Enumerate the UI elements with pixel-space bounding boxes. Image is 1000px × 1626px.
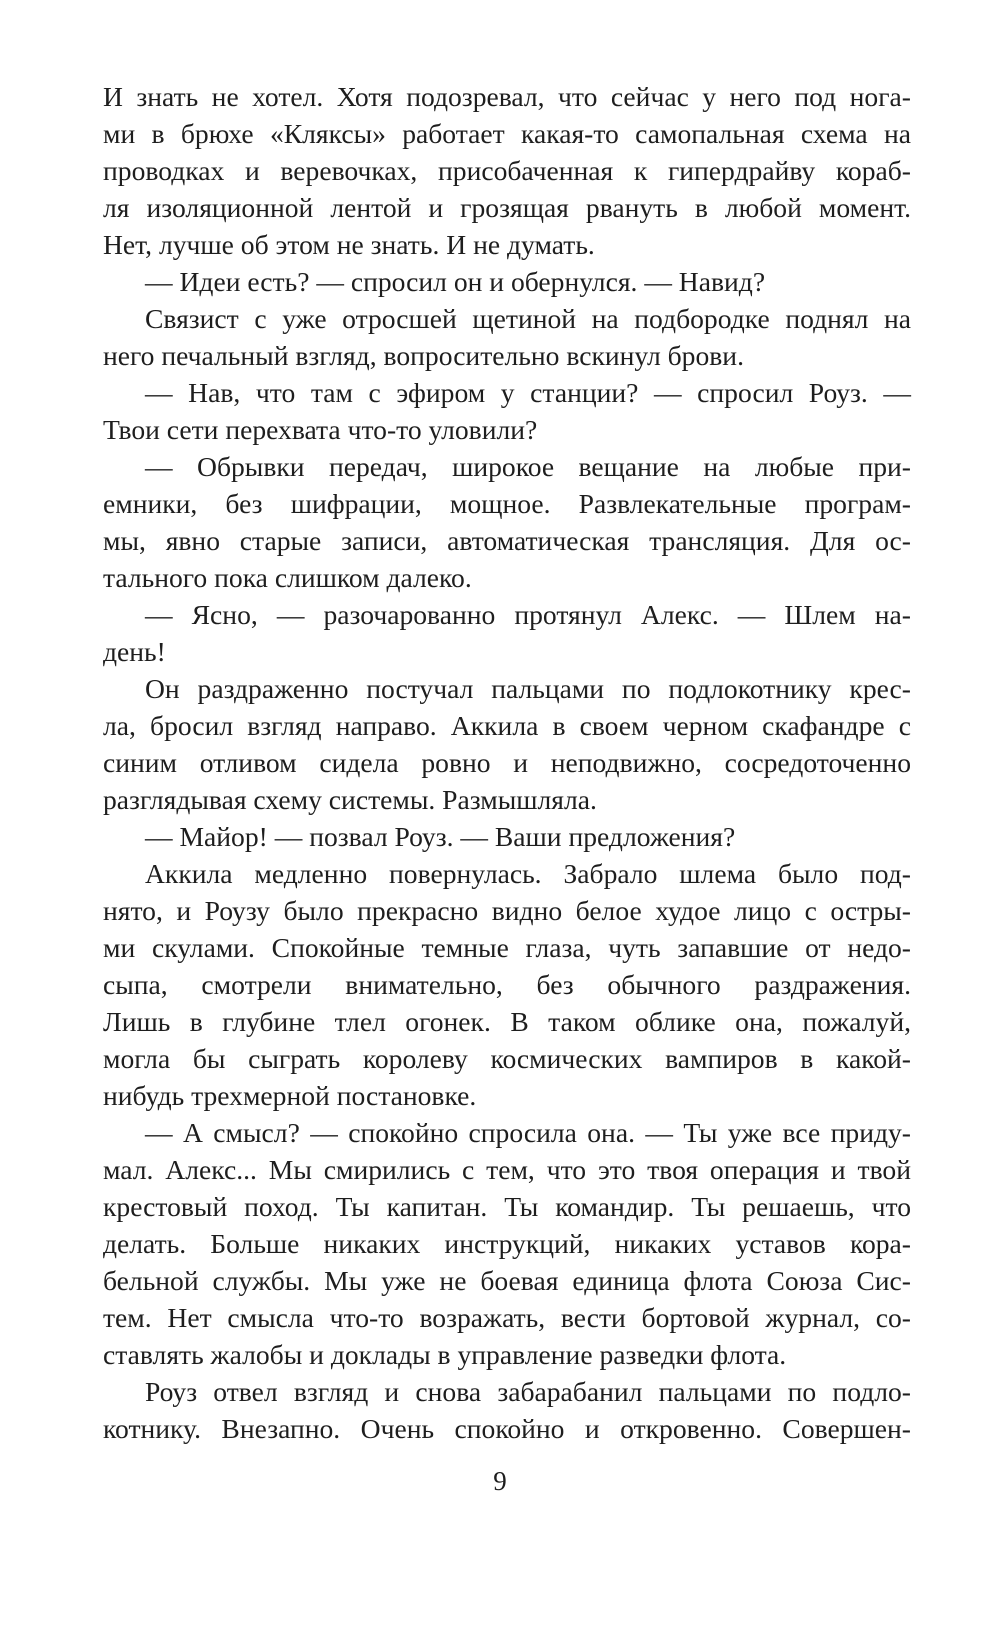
text-line: мы, явно старые записи, автоматическая трансляция. Для ос- [103, 525, 911, 556]
text-line: могла бы сыграть королеву космических вампиров в какой- [103, 1043, 911, 1074]
text-line: него печальный взгляд, вопросительно вскинул брови. [103, 340, 744, 371]
text-line: Лишь в глубине тлел огонек. В таком облике она, пожалуй, [103, 1006, 911, 1037]
text-line: синим отливом сидела ровно и неподвижно, сосредоточенно [103, 747, 911, 778]
text-line: емники, без шифрации, мощное. Развлекательные програм- [103, 488, 911, 519]
text-line: И знать не хотел. Хотя подозревал, что сейчас у него под нога- [103, 81, 911, 112]
text-line: — Обрывки передач, широкое вещание на любые при- [145, 451, 911, 482]
text-line: ля изоляционной лентой и грозящая рвануть в любой момент. [103, 192, 911, 223]
text-line: — Нав, что там с эфиром у станции? — спросил Роуз. — [145, 377, 911, 408]
text-line: ми скулами. Спокойные темные глаза, чуть запавшие от недо- [103, 932, 911, 963]
text-line: — Ясно, — разочарованно протянул Алекс. — Шлем на- [145, 599, 911, 630]
text-line: Нет, лучше об этом не знать. И не думать. [103, 229, 595, 260]
page-number: 9 [493, 1466, 507, 1496]
text-line: — А смысл? — спокойно спросила она. — Ты уже все приду- [145, 1117, 911, 1148]
text-line: ла, бросил взгляд направо. Аккила в своем черном скафандре с [103, 710, 911, 741]
text-line: Твои сети перехвата что-то уловили? [103, 414, 538, 445]
text-line: ставлять жалобы и доклады в управление разведки флота. [103, 1339, 787, 1370]
text-line: тального пока слишком далеко. [103, 562, 472, 593]
text-line: мал. Алекс... Мы смирились с тем, что это твоя операция и твой [103, 1154, 911, 1185]
text-line: нибудь трехмерной постановке. [103, 1080, 477, 1111]
text-line: разглядывая схему системы. Размышляла. [103, 784, 597, 815]
text-line: сыпа, смотрели внимательно, без обычного раздражения. [103, 969, 911, 1000]
text-line: Аккила медленно повернулась. Забрало шлема было под- [145, 858, 911, 889]
text-line: Он раздраженно постучал пальцами по подлокотнику крес- [145, 673, 911, 704]
text-line: делать. Больше никаких инструкций, никаких уставов кора- [103, 1228, 911, 1259]
book-page-text [103, 78, 911, 1447]
text-line: — Майор! — позвал Роуз. — Ваши предложения? [145, 821, 736, 852]
text-line: крестовый поход. Ты капитан. Ты командир. Ты решаешь, что [103, 1191, 911, 1222]
text-line: — Идеи есть? — спросил он и обернулся. — Навид? [145, 266, 766, 297]
text-line: день! [103, 636, 166, 667]
text-line: нято, и Роузу было прекрасно видно белое худое лицо с остры- [103, 895, 911, 926]
text-line: Связист с уже отросшей щетиной на подбородке поднял на [145, 303, 911, 334]
text-line: Роуз отвел взгляд и снова забарабанил пальцами по подло- [145, 1376, 911, 1407]
text-line: проводках и веревочках, присобаченная к гипердрайву кораб- [103, 155, 911, 186]
text-line: котнику. Внезапно. Очень спокойно и откровенно. Совершен- [103, 1413, 911, 1444]
text-line: бельной службы. Мы уже не боевая единица флота Союза Сис- [103, 1265, 911, 1296]
text-line: ми в брюхе «Кляксы» работает какая-то самопальная схема на [103, 118, 911, 149]
text-line: тем. Нет смысла что-то возражать, вести бортовой журнал, со- [103, 1302, 911, 1333]
